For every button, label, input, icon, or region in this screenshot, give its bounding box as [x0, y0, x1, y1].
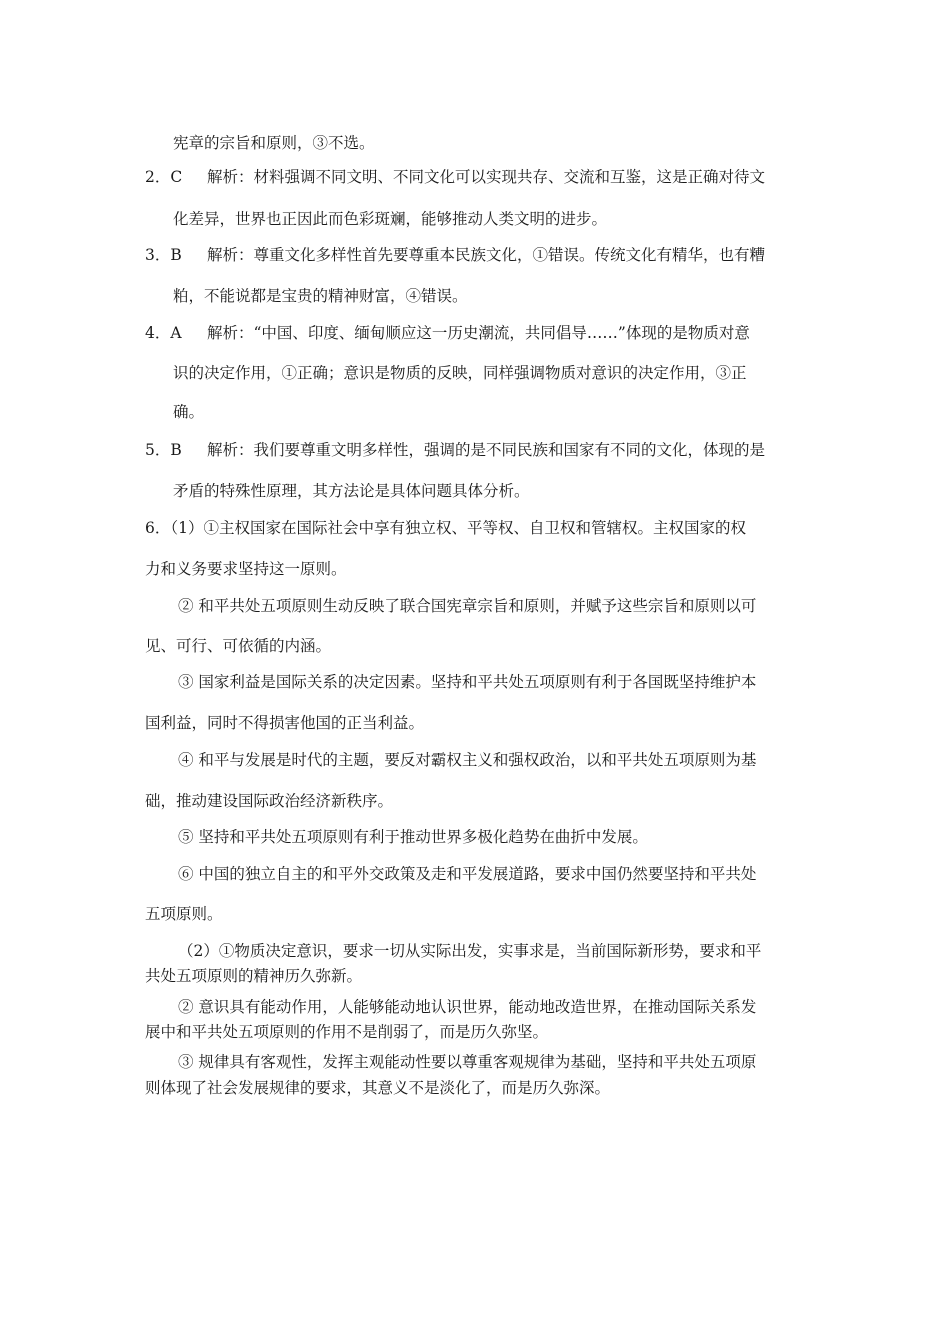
- paragraph-line: ③ 国家利益是国际关系的决定因素。坚持和平共处五项原则有利于各国既坚持维护本: [178, 673, 757, 691]
- paragraph-line: ⑤ 坚持和平共处五项原则有利于推动世界多极化趋势在曲折中发展。: [178, 828, 648, 846]
- answer-text: 粕，不能说都是宝贵的精神财富，④错误。: [173, 287, 468, 305]
- paragraph-line: 力和义务要求坚持这一原则。: [145, 560, 347, 578]
- answer-number: 4．A: [145, 324, 182, 342]
- paragraph-line: （2）①物质决定意识，要求一切从实际出发，实事求是，当前国际新形势，要求和平: [178, 942, 762, 960]
- answer-text: 解析：材料强调不同文明、不同文化可以实现共存、交流和互鉴，这是正确对待文: [207, 168, 766, 186]
- answer-text: 解析：尊重文化多样性首先要尊重本民族文化，①错误。传统文化有精华，也有糟: [207, 246, 766, 264]
- answer-number: 3．B: [145, 246, 182, 264]
- paragraph-line: ⑥ 中国的独立自主的和平外交政策及走和平发展道路，要求中国仍然要坚持和平共处: [178, 865, 757, 883]
- paragraph-line: 6．（1）①主权国家在国际社会中享有独立权、平等权、自卫权和管辖权。主权国家的权: [145, 519, 746, 537]
- paragraph-line: ② 意识具有能动作用，人能够能动地认识世界，能动地改造世界，在推动国际关系发: [178, 998, 757, 1016]
- answer-text: 解析：我们要尊重文明多样性，强调的是不同民族和国家有不同的文化，体现的是: [207, 441, 766, 459]
- answer-number: 5．B: [145, 441, 182, 459]
- answer-number: 2．C: [145, 168, 183, 186]
- paragraph-line: 五项原则。: [145, 905, 223, 923]
- paragraph-line: 国利益，同时不得损害他国的正当利益。: [145, 714, 425, 732]
- paragraph-line: ④ 和平与发展是时代的主题，要反对霸权主义和强权政治，以和平共处五项原则为基: [178, 751, 757, 769]
- answer-text: 化差异，世界也正因此而色彩斑斓，能够推动人类文明的进步。: [173, 210, 608, 228]
- paragraph-line: 展中和平共处五项原则的作用不是削弱了，而是历久弥坚。: [145, 1023, 549, 1041]
- paragraph-line: 共处五项原则的精神历久弥新。: [145, 967, 363, 985]
- paragraph-line: ② 和平共处五项原则生动反映了联合国宪章宗旨和原则，并赋予这些宗旨和原则以可: [178, 597, 757, 615]
- answer-text: 解析：“中国、印度、缅甸顺应这一历史潮流，共同倡导……”体现的是物质对意: [207, 324, 750, 342]
- answer-text: 确。: [173, 403, 205, 421]
- paragraph-line: 础，推动建设国际政治经济新秩序。: [145, 792, 394, 810]
- answer-text: 识的决定作用，①正确；意识是物质的反映，同样强调物质对意识的决定作用，③正: [173, 364, 747, 382]
- paragraph-line: 则体现了社会发展规律的要求，其意义不是淡化了，而是历久弥深。: [145, 1079, 611, 1097]
- answer-text: 矛盾的特殊性原理，其方法论是具体问题具体分析。: [173, 482, 530, 500]
- paragraph-line: ③ 规律具有客观性，发挥主观能动性要以尊重客观规律为基础，坚持和平共处五项原: [178, 1053, 757, 1071]
- paragraph-line: 见、可行、可依循的内涵。: [145, 637, 332, 655]
- carry-over-line: 宪章的宗旨和原则，③不选。: [173, 134, 375, 152]
